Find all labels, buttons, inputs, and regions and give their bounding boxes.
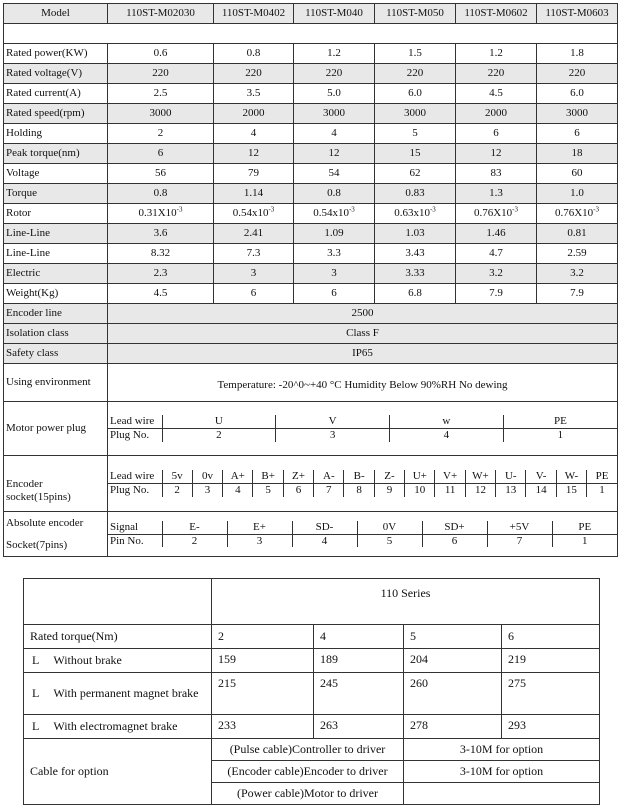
cable-option: 3-10M for option <box>404 761 600 783</box>
rotor-value-base: 0.76X10 <box>473 207 513 220</box>
brake-row <box>24 673 600 715</box>
spec-value <box>294 204 375 224</box>
spec-label: Peak torque(nm) <box>4 144 108 164</box>
spec-value: 7.9 <box>456 284 537 304</box>
pin-value: 7 <box>487 534 552 547</box>
spec-row <box>4 184 618 204</box>
spec-value: 5.0 <box>294 84 375 104</box>
length-value: 278 <box>404 715 502 739</box>
spec-value: 3 <box>294 264 375 284</box>
spec-value: 6 <box>214 284 294 304</box>
spec-row <box>4 44 618 64</box>
spec-value: 6.0 <box>537 84 618 104</box>
lead-row <box>108 470 617 483</box>
safety-row <box>4 344 618 364</box>
rotor-value-base: 0.54x10 <box>313 207 349 220</box>
spec-value: 18 <box>537 144 618 164</box>
spec-value: 1.5 <box>375 44 456 64</box>
spec-value <box>108 204 214 224</box>
rotor-value-base: 0.63x10 <box>394 207 430 220</box>
spec-row <box>4 244 618 264</box>
spec-value: 0.83 <box>375 184 456 204</box>
pin-value: 5 <box>253 484 283 497</box>
torque-value: 5 <box>404 625 502 649</box>
length-value: 275 <box>502 673 600 715</box>
series-title: 110 Series <box>212 579 600 625</box>
spec-value: 4 <box>294 124 375 144</box>
spec-value: 6.8 <box>375 284 456 304</box>
brake-type: With electromagnet brake <box>53 718 178 733</box>
abs-encoder-row <box>4 512 618 557</box>
spec-value: 6 <box>108 144 214 164</box>
spec-label: Electric <box>4 264 108 284</box>
spec-value: 2000 <box>214 104 294 124</box>
model-header: Model <box>4 4 108 24</box>
spec-value: 8.32 <box>108 244 214 264</box>
model-column-header: 110ST-M050 <box>375 4 456 24</box>
encoder-socket-pin-grid <box>108 456 618 512</box>
spec-value: 3 <box>214 264 294 284</box>
pin-value: 8 <box>344 484 374 497</box>
torque-value: 4 <box>314 625 404 649</box>
cable-option: 3-10M for option <box>404 739 600 761</box>
length-value: 159 <box>212 649 314 673</box>
spec-value: Temperature: -20^0~+40 °C Humidity Below 90%RH No dewing <box>108 364 618 402</box>
pin-value: 6 <box>422 534 487 547</box>
model-column-header: 110ST-M02030 <box>108 4 214 24</box>
spec-label: Torque <box>4 184 108 204</box>
pin-value: 12 <box>465 484 495 497</box>
spec-value: 3000 <box>537 104 618 124</box>
motor-plug-pin-grid <box>108 402 618 456</box>
lead-row <box>108 415 617 428</box>
brake-label <box>24 673 212 715</box>
model-column-header: 110ST-M0602 <box>456 4 537 24</box>
spec-value: 1.2 <box>294 44 375 64</box>
spec-label: Line-Line <box>4 224 108 244</box>
pin-label: Pin No. <box>108 534 162 547</box>
rotor-value-exponent: -3 <box>512 205 519 214</box>
spec-value: 220 <box>375 64 456 84</box>
length-value: 233 <box>212 715 314 739</box>
blank-cell <box>24 579 212 625</box>
pin-table <box>108 521 617 547</box>
spec-value: 15 <box>375 144 456 164</box>
lead-value: E- <box>162 521 227 534</box>
lead-value: B+ <box>253 470 283 483</box>
spec-value: 6 <box>456 124 537 144</box>
spec-value: 62 <box>375 164 456 184</box>
spec-row <box>4 64 618 84</box>
spec-label: Rated speed(rpm) <box>4 104 108 124</box>
lead-value: PE <box>587 470 617 483</box>
pin-value: 14 <box>526 484 556 497</box>
spec-label: Voltage <box>4 164 108 184</box>
spec-value: 3.33 <box>375 264 456 284</box>
model-column-header: 110ST-M0402 <box>214 4 294 24</box>
spec-label: Line-Line <box>4 244 108 264</box>
spec-value: 3.6 <box>108 224 214 244</box>
lead-value: W- <box>556 470 586 483</box>
length-value: 293 <box>502 715 600 739</box>
spec-value: 220 <box>537 64 618 84</box>
pin-value: 2 <box>162 534 227 547</box>
spec-value: 220 <box>294 64 375 84</box>
length-prefix: L <box>32 652 40 667</box>
pin-value: 3 <box>227 534 292 547</box>
length-value: 260 <box>404 673 502 715</box>
length-value: 189 <box>314 649 404 673</box>
motor-power-plug-label: Motor power plug <box>4 402 108 456</box>
pin-value: 13 <box>496 484 526 497</box>
spec-value: 79 <box>214 164 294 184</box>
torque-value: 2 <box>212 625 314 649</box>
spec-value: 2000 <box>456 104 537 124</box>
pin-value: 6 <box>283 484 313 497</box>
spec-row <box>4 104 618 124</box>
brake-cable-table <box>23 578 600 805</box>
spec-row <box>4 204 618 224</box>
spec-row <box>4 264 618 284</box>
spec-row <box>4 124 618 144</box>
lead-value: 5v <box>162 470 192 483</box>
brake-label <box>24 649 212 673</box>
spec-row <box>4 224 618 244</box>
cable-row <box>24 739 600 761</box>
spec-value: 0.81 <box>537 224 618 244</box>
isolation-row <box>4 324 618 344</box>
series-header-row <box>24 579 600 625</box>
pin-value: 3 <box>192 484 222 497</box>
spec-label: Isolation class <box>4 324 108 344</box>
spec-value: 1.46 <box>456 224 537 244</box>
pin-value: 4 <box>292 534 357 547</box>
spec-value: 1.14 <box>214 184 294 204</box>
spec-row <box>4 144 618 164</box>
spec-value: 1.2 <box>456 44 537 64</box>
spec-value: 2.3 <box>108 264 214 284</box>
pin-value: 2 <box>162 429 276 442</box>
lead-row <box>108 521 617 534</box>
pin-label: Plug No. <box>108 429 162 442</box>
motor-plug-row <box>4 402 618 456</box>
spec-value: 56 <box>108 164 214 184</box>
pin-label: Plug No. <box>108 484 162 497</box>
pin-value: 15 <box>556 484 586 497</box>
brake-label <box>24 715 212 739</box>
spec-value: 4.7 <box>456 244 537 264</box>
spec-label: Holding <box>4 124 108 144</box>
spec-value <box>456 204 537 224</box>
spec-value <box>214 204 294 224</box>
rotor-value-base: 0.54x10 <box>232 207 269 220</box>
absolute-encoder-line1: Absolute encoder <box>6 517 84 529</box>
pin-value: 1 <box>587 484 617 497</box>
length-value: 204 <box>404 649 502 673</box>
spec-value: 83 <box>456 164 537 184</box>
spec-value: 6 <box>294 284 375 304</box>
lead-value: SD+ <box>422 521 487 534</box>
pin-row <box>108 484 617 497</box>
spec-value: 3.2 <box>456 264 537 284</box>
brake-type: With permanent magnet brake <box>53 685 199 700</box>
spec-label: Rotor <box>4 204 108 224</box>
lead-value: E+ <box>227 521 292 534</box>
spec-value: 220 <box>456 64 537 84</box>
lead-value: A+ <box>223 470 253 483</box>
spec-value: 6 <box>537 124 618 144</box>
pin-value: 2 <box>162 484 192 497</box>
lead-value: W+ <box>465 470 495 483</box>
spec-value: Class F <box>108 324 618 344</box>
lead-value: Z- <box>374 470 404 483</box>
length-value: 263 <box>314 715 404 739</box>
spec-label: Rated current(A) <box>4 84 108 104</box>
spec-label: Weight(Kg) <box>4 284 108 304</box>
length-value: 215 <box>212 673 314 715</box>
length-value: 245 <box>314 673 404 715</box>
lead-value: B- <box>344 470 374 483</box>
pin-table <box>108 415 617 441</box>
spec-value: 2 <box>108 124 214 144</box>
spec-value: 54 <box>294 164 375 184</box>
torque-row <box>24 625 600 649</box>
lead-value: U- <box>496 470 526 483</box>
model-column-header: 110ST-M0603 <box>537 4 618 24</box>
lead-value: A- <box>314 470 344 483</box>
spec-value: 5 <box>375 124 456 144</box>
lead-value: V- <box>526 470 556 483</box>
spec-value: 3.2 <box>537 264 618 284</box>
pin-value: 5 <box>357 534 422 547</box>
spec-value: 2500 <box>108 304 618 324</box>
spec-value: 60 <box>537 164 618 184</box>
spec-value: 0.8 <box>108 184 214 204</box>
spec-value: 0.8 <box>214 44 294 64</box>
spec-value: 4 <box>214 124 294 144</box>
lead-value: V+ <box>435 470 465 483</box>
spec-label: Safety class <box>4 344 108 364</box>
spec-value: 220 <box>108 64 214 84</box>
pin-value: 4 <box>390 429 504 442</box>
brake-row <box>24 715 600 739</box>
absolute-encoder-label <box>4 512 108 557</box>
motor-spec-table <box>3 3 618 557</box>
lead-value: +5V <box>487 521 552 534</box>
spec-value: 220 <box>214 64 294 84</box>
spacer-row <box>4 24 618 44</box>
spec-value: IP65 <box>108 344 618 364</box>
spec-row <box>4 284 618 304</box>
spec-label: Rated voltage(V) <box>4 64 108 84</box>
rotor-value-exponent: -3 <box>268 205 275 214</box>
rotor-value-base: 0.31X10 <box>138 207 177 220</box>
rotor-value-exponent: -3 <box>429 205 436 214</box>
spec-row <box>4 164 618 184</box>
pin-value: 7 <box>314 484 344 497</box>
lead-value: w <box>390 415 504 428</box>
lead-label: Signal <box>108 521 162 534</box>
spec-value: 3.43 <box>375 244 456 264</box>
lead-label: Lead wire <box>108 415 162 428</box>
rotor-value-exponent: -3 <box>348 205 355 214</box>
spec-row <box>4 84 618 104</box>
rotor-value-exponent: -3 <box>593 205 600 214</box>
environment-row <box>4 364 618 402</box>
spec-label: Encoder line <box>4 304 108 324</box>
spec-value: 2.59 <box>537 244 618 264</box>
spec-value: 3000 <box>294 104 375 124</box>
spec-value: 4.5 <box>108 284 214 304</box>
length-prefix: L <box>32 685 40 700</box>
lead-label: Lead wire <box>108 470 162 483</box>
spec-value: 12 <box>214 144 294 164</box>
header-row <box>4 4 618 24</box>
rotor-value-base: 0.76X10 <box>554 207 594 220</box>
lead-value: V <box>276 415 390 428</box>
torque-value: 6 <box>502 625 600 649</box>
brake-type: Without brake <box>53 652 122 667</box>
pin-value: 3 <box>276 429 390 442</box>
spec-value: 4.5 <box>456 84 537 104</box>
brake-row <box>24 649 600 673</box>
pin-value: 1 <box>552 534 617 547</box>
spec-value: 1.03 <box>375 224 456 244</box>
spec-label: Rated power(KW) <box>4 44 108 64</box>
lead-value: PE <box>552 521 617 534</box>
spec-value: 7.9 <box>537 284 618 304</box>
spec-value: 3000 <box>375 104 456 124</box>
lead-value: 0V <box>357 521 422 534</box>
pin-table <box>108 470 617 496</box>
spec-value: 1.3 <box>456 184 537 204</box>
spec-value <box>375 204 456 224</box>
pin-value: 1 <box>503 429 617 442</box>
abs-encoder-pin-grid <box>108 512 618 557</box>
encoder-socket-label: Encoder socket(15pins) <box>4 456 108 512</box>
pin-value: 4 <box>223 484 253 497</box>
spec-value: 2.5 <box>108 84 214 104</box>
lead-value: U+ <box>405 470 435 483</box>
spec-value: 1.0 <box>537 184 618 204</box>
spec-value: 6.0 <box>375 84 456 104</box>
length-prefix: L <box>32 718 40 733</box>
spec-value: 7.3 <box>214 244 294 264</box>
spec-value: 3.3 <box>294 244 375 264</box>
spec-label: Using environment <box>4 364 108 402</box>
pin-value: 11 <box>435 484 465 497</box>
spec-value: 0.6 <box>108 44 214 64</box>
pin-row <box>108 429 617 442</box>
pin-value: 10 <box>405 484 435 497</box>
spec-value: 1.09 <box>294 224 375 244</box>
lead-value: 0v <box>192 470 222 483</box>
encoder-line-row <box>4 304 618 324</box>
length-value: 219 <box>502 649 600 673</box>
absolute-encoder-line2: Socket(7pins) <box>6 539 68 551</box>
pin-row <box>108 534 617 547</box>
spec-value: 12 <box>294 144 375 164</box>
cable-option <box>404 783 600 805</box>
spec-value: 1.8 <box>537 44 618 64</box>
rotor-value-exponent: -3 <box>176 205 183 214</box>
lead-value: Z+ <box>283 470 313 483</box>
spec-value <box>537 204 618 224</box>
spec-value: 3.5 <box>214 84 294 104</box>
lead-value: U <box>162 415 276 428</box>
spec-value: 2.41 <box>214 224 294 244</box>
cable-name: (Pulse cable)Controller to driver <box>212 739 404 761</box>
encoder-socket-row <box>4 456 618 512</box>
spec-value: 12 <box>456 144 537 164</box>
lead-value: PE <box>503 415 617 428</box>
pin-value: 9 <box>374 484 404 497</box>
spec-value: 3000 <box>108 104 214 124</box>
spacer-cell <box>4 24 618 44</box>
cable-label: Cable for option <box>24 739 212 805</box>
cable-name: (Power cable)Motor to driver <box>212 783 404 805</box>
model-column-header: 110ST-M040 <box>294 4 375 24</box>
spec-value: 0.8 <box>294 184 375 204</box>
cable-name: (Encoder cable)Encoder to driver <box>212 761 404 783</box>
torque-label: Rated torque(Nm) <box>24 625 212 649</box>
lead-value: SD- <box>292 521 357 534</box>
